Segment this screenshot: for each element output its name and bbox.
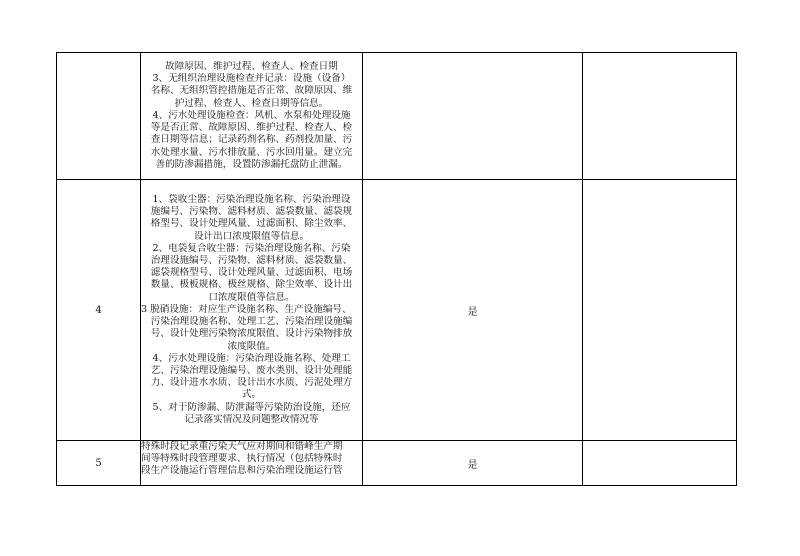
content-line: 4、污水处理设施：污染治理设施名称、处理工 [152, 352, 351, 364]
content-line: 等是否正常、故障原因、维护过程、检查人、检 [150, 122, 353, 134]
content-line: 名称、无组织管控措施是否正常、故障原因、维 [150, 85, 353, 97]
row-index-cell: 5 [57, 441, 141, 486]
content-line: 间等特殊时段管理要求、执行情况（包括特殊时 [141, 453, 343, 465]
content-line: 善的防渗漏措施，设置防渗漏托盘防止泄漏。 [155, 158, 348, 170]
content-line: 记录落实情况及问题整改情况等 [184, 413, 319, 425]
content-line: 口浓度限值等信息。 [208, 291, 295, 303]
content-line: 污染治理设施名称、处理工艺、污染治理设施编 [150, 316, 353, 328]
content-line: 式。 [241, 389, 262, 401]
content-line: 特殊时段记录重污染天气应对期间和错峰生产期 [141, 441, 343, 452]
content-line: 2、电袋复合收尘器：污染治理设施名称、污染 [152, 242, 351, 254]
table-row [57, 441, 737, 486]
compliance-result-cell: 是 [363, 441, 583, 486]
compliance-result-cell: 是 [363, 180, 583, 441]
record-content-cell [141, 180, 363, 441]
record-content-cell [141, 53, 363, 180]
table-row [57, 53, 737, 180]
content-line: 5、对于防渗漏、防泄漏等污染防治设施，还应 [152, 401, 351, 413]
table-body [57, 53, 737, 486]
content-line: 1、袋收尘器：污染治理设施名称、污染治理设 [152, 194, 351, 206]
content-line: 故障原因、维护过程、检查人、检查日期 [165, 61, 338, 73]
content-line: 设计出口浓度限值等信息。 [193, 230, 310, 242]
content-line: 力、设计进水水质、设计出水水质、污泥处理方 [150, 377, 353, 389]
content-line: 治理设施编号、污染物、滤料材质、滤袋数量、 [150, 255, 353, 267]
remark-cell [583, 53, 737, 180]
content-line: 4、污水处理设施检查：风机、水泵和处理设施 [152, 109, 351, 121]
record-content-cell [141, 441, 363, 486]
content-line: 段生产设施运行管理信息和污染治理设施运行管 [141, 465, 343, 477]
content-line: 施编号、污染物、滤料材质、滤袋数量、滤袋规 [150, 206, 353, 218]
row-index-cell: 4 [57, 180, 141, 441]
content-line: 数量、极板规格、极丝规格、除尘效率、设计出 [150, 279, 353, 291]
content-line: 水处理水量、污水排放量、污水回用量。建立完 [150, 146, 353, 158]
compliance-result-cell [363, 53, 583, 180]
inspection-table [56, 52, 737, 486]
remark-cell [583, 441, 737, 486]
remark-cell [583, 180, 737, 441]
table-row [57, 180, 737, 441]
content-line: 格型号、设计处理风量、过滤面积、除尘效率、 [150, 218, 353, 230]
content-line: 护过程、检查人、检查日期等信息。 [174, 97, 329, 109]
content-line: 滤袋规格型号、设计处理风量、过滤面积、电场 [150, 267, 353, 279]
content-line: 浓度限值。 [227, 340, 276, 352]
row-index-cell [57, 53, 141, 180]
content-line: 艺、污染治理设施编号、废水类别、设计处理能 [150, 364, 353, 376]
content-line: 3 脱硝设施：对应生产设施名称、生产设施编号、 [141, 303, 352, 315]
content-line: 号、设计处理污染物浓度限值、设计污染物排放 [150, 328, 353, 340]
content-line: 查日期等信息；记录药剂名称、药剂投加量、污 [150, 134, 353, 146]
content-line: 3、无组织治理设施检查并记录：设施（设备） [152, 73, 351, 85]
